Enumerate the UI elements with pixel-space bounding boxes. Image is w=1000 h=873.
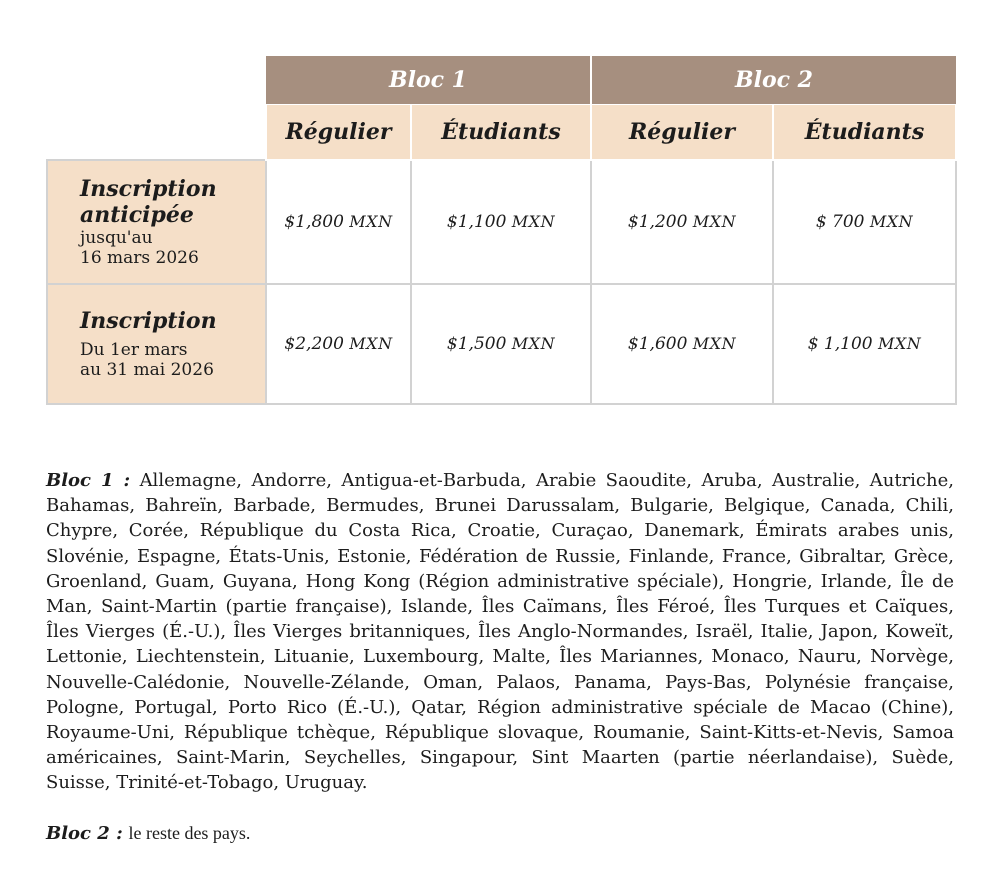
row-title: Inscription [80, 176, 217, 202]
bloc2-header: Bloc 2 [591, 56, 956, 105]
price-cell [591, 284, 773, 404]
row-date: Du 1er mars [80, 340, 188, 360]
early-registration-label [47, 160, 266, 284]
bloc1-country-list [46, 468, 954, 796]
bloc2-label: Bloc 2 : [46, 823, 123, 844]
price-currency: MXN [692, 212, 737, 231]
price-currency: MXN [692, 334, 737, 353]
bloc2-students-header: Étudiants [773, 105, 956, 161]
price-amount: $2,200 [284, 334, 344, 354]
price-currency: MXN [511, 334, 556, 353]
registration-label [47, 284, 266, 404]
bloc2-note [46, 820, 954, 847]
price-cell [411, 284, 591, 404]
table-row-regular [47, 284, 956, 404]
price-cell [773, 284, 956, 404]
price-currency: MXN [349, 334, 393, 353]
price-cell [773, 160, 956, 284]
row-title: Inscription [80, 308, 217, 334]
bloc1-label: Bloc 1 : [46, 470, 131, 491]
table-row-early [47, 160, 956, 284]
bloc2-text: le reste des pays. [128, 823, 251, 843]
bloc1-countries: Allemagne, Andorre, Antigua-et-Barbuda, Arabie Saoudite, Aruba, Australie, Autriche, Bahamas, Bahreïn, Barbade, Bermudes, Brunei Darussalam, Bulgarie, Belgique, Canada, Chili, Chypre, Corée, République du Costa Rica, Croatie, Curaçao, Danemark, Émirats arabes unis, Slovénie, Espagne, États-Unis, Estonie, Fédération de Russie, Finlande, France, Gibraltar, Grèce, Groenland, Guam, Guyana, Hong Kong (Région administrative spéciale), Hongrie, Irlande, Île de Man, Saint-Martin (partie française), Islande, Îles Caïmans, Îles Féroé, Îles Turques et Caïques, Îles Vierges (É.-U.), Îles Vierges britanniques, Îles Anglo-Normandes, Israël, Italie, Japon, Koweït, Lettonie, Liechtenstein, Lituanie, Luxembourg, Malte, Îles Mariannes, Monaco, Nauru, Norvège, Nouvelle-Calédonie, Nouvelle-Zélande, Oman, Palaos, Panama, Pays-Bas, Polynésie française, Pologne, Portugal, Porto Rico (É.-U.), Qatar, Région administrative spéciale de Macao (Chine), Royaume-Uni, République tchèque, République slovaque, Roumanie, Saint-Kitts-et-Nevis, Samoa américaines, Saint-Marin, Seychelles, Singapour, Sint Maarten (partie néerlandaise), Suède, Suisse, Trinité-et-Tobago, Uruguay. [46, 470, 954, 794]
price-amount: $ 1,100 [807, 334, 873, 354]
price-cell [591, 160, 773, 284]
price-currency: MXN [869, 212, 914, 231]
price-amount: $1,800 [284, 212, 344, 232]
price-amount: $ 700 [815, 212, 865, 232]
price-currency: MXN [511, 212, 556, 231]
price-cell [266, 284, 411, 404]
bloc2-regular-header: Régulier [591, 105, 773, 161]
row-date-2: 16 mars 2026 [80, 248, 199, 268]
price-currency: MXN [878, 334, 922, 353]
price-cell [411, 160, 591, 284]
price-currency: MXN [349, 212, 393, 231]
price-amount: $1,100 [446, 212, 507, 232]
row-date: jusqu'au [80, 228, 153, 248]
price-amount: $1,500 [446, 334, 507, 354]
price-amount: $1,600 [627, 334, 688, 354]
price-amount: $1,200 [627, 212, 688, 232]
bloc1-regular-header: Régulier [266, 105, 411, 161]
corner-blank [47, 56, 266, 160]
row-date-2: au 31 mai 2026 [80, 360, 214, 380]
bloc1-students-header: Étudiants [411, 105, 591, 161]
price-cell [266, 160, 411, 284]
pricing-table [46, 56, 957, 405]
bloc1-header: Bloc 1 [266, 56, 591, 105]
row-title-2: anticipée [80, 202, 194, 228]
